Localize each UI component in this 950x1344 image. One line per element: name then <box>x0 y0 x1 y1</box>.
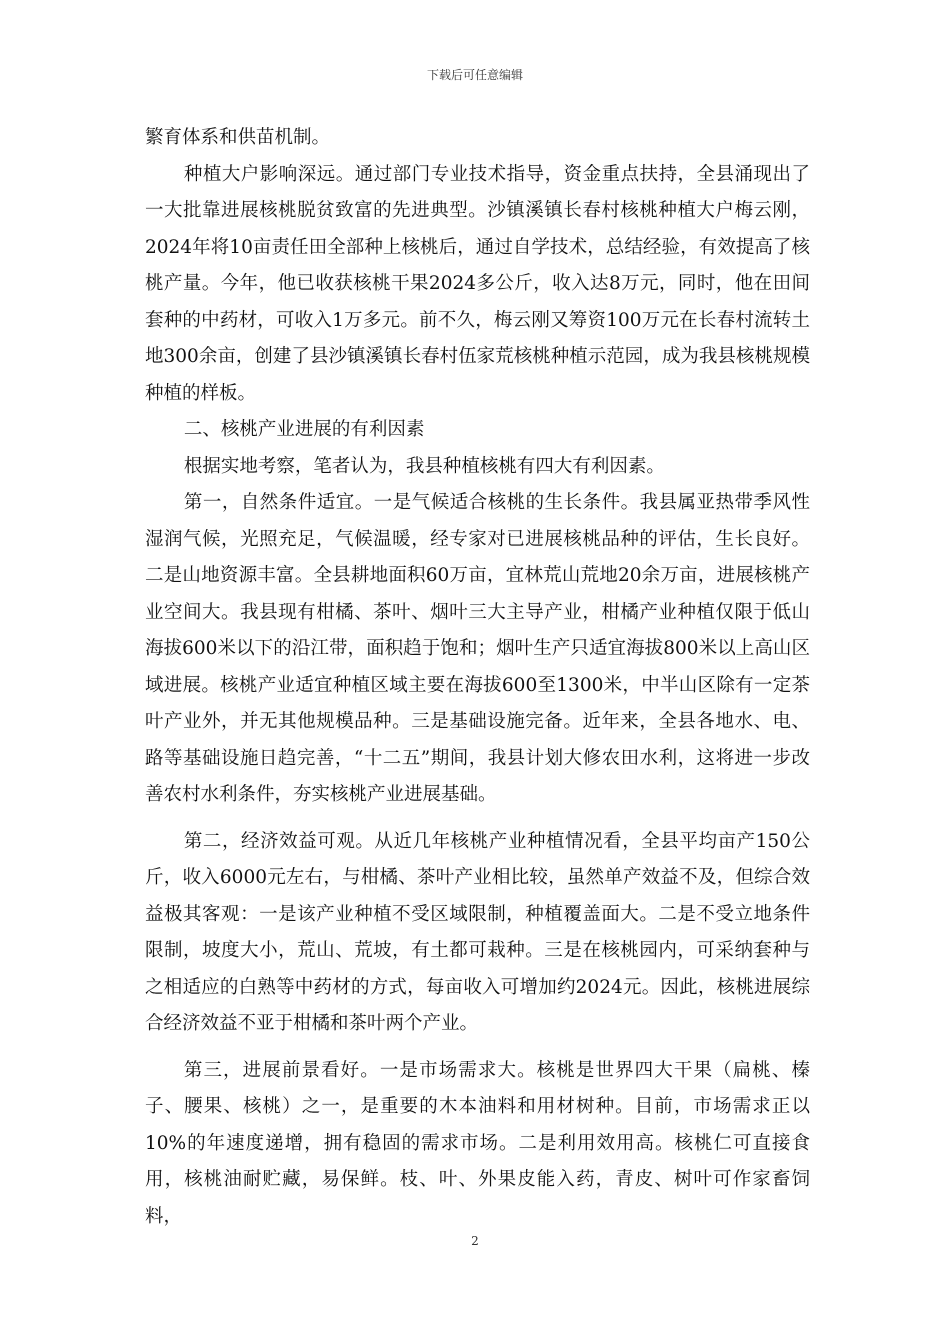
paragraph-factor-3: 第三，进展前景看好。一是市场需求大。核桃是世界四大干果（扁桃、榛子、腰果、核桃）之一，是重要的木本油料和用材树种。目前，市场需求正以10%的年速度递增，拥有稳固的需求市场。二是利用效用高。核桃仁可直接食用，核桃油耐贮藏，易保鲜。枝、叶、外果皮能入药，青皮、树叶可作家畜饲料， <box>145 1059 810 1227</box>
paragraph-intro: 根据实地考察，笔者认为，我县种植核桃有四大有利因素。 <box>183 455 665 477</box>
paragraph-factor-2: 第二，经济效益可观。从近几年核桃产业种植情况看，全县平均亩产150公斤，收入6000元左右，与柑橘、茶叶产业相比较，虽然单产效益不及，但综合效益极其客观：一是该产业种植不受区域限制，种植覆盖面大。二是不受立地条件限制，坡度大小，荒山、荒坡，有土都可栽种。三是在核桃园内，可采纳套种与之相适应的白熟等中药材的方式，每亩收入可增加约2024元。因此，核桃进展综合经济效益不亚于柑橘和茶叶两个产业。 <box>145 830 810 1034</box>
paragraph-grower-example: 种植大户影响深远。通过部门专业技术指导，资金重点扶持，全县涌现出了一大批靠进展核桃脱贫致富的先进典型。沙镇溪镇长春村核桃种植大户梅云刚，2024年将10亩责任田全部种上核桃后，通过自学技术，总结经验，有效提高了核桃产量。今年，他已收获核桃干果2024多公斤，收入达8万元，同时，他在田间套种的中药材，可收入1万多元。前不久，梅云刚又筹资100万元在长春村流转土地300余亩，创建了县沙镇溪镇长春村伍家荒核桃种植示范园，成为我县核桃规模种植的样板。 <box>145 163 810 404</box>
paragraph-factor-1: 第一，自然条件适宜。一是气候适合核桃的生长条件。我县属亚热带季风性湿润气候，光照充足，气候温暖，经专家对已进展核桃品种的评估，生长良好。二是山地资源丰富。全县耕地面积60万亩，宜林荒山荒地20余万亩，进展核桃产业空间大。我县现有柑橘、茶叶、烟叶三大主导产业，柑橘产业种植仅限于低山海拔600米以下的沿江带，面积趋于饱和；烟叶生产只适宜海拔800米以上高山区域进展。核桃产业适宜种植区域主要在海拔600至1300米，中半山区除有一定茶叶产业外，并无其他规模品种。三是基础设施完备。近年来，全县各地水、电、路等基础设施日趋完善，“十二五”期间，我县计划大修农田水利，这将进一步改善农村水利条件，夯实核桃产业进展基础。 <box>145 492 810 805</box>
document-body <box>145 120 810 1235</box>
section-heading: 二、核桃产业进展的有利因素 <box>183 419 425 440</box>
page-number: 2 <box>471 1234 479 1248</box>
paragraph-continuation: 繁育体系和供苗机制。 <box>145 127 331 148</box>
page-header: 下载后可任意编辑 <box>426 68 523 82</box>
